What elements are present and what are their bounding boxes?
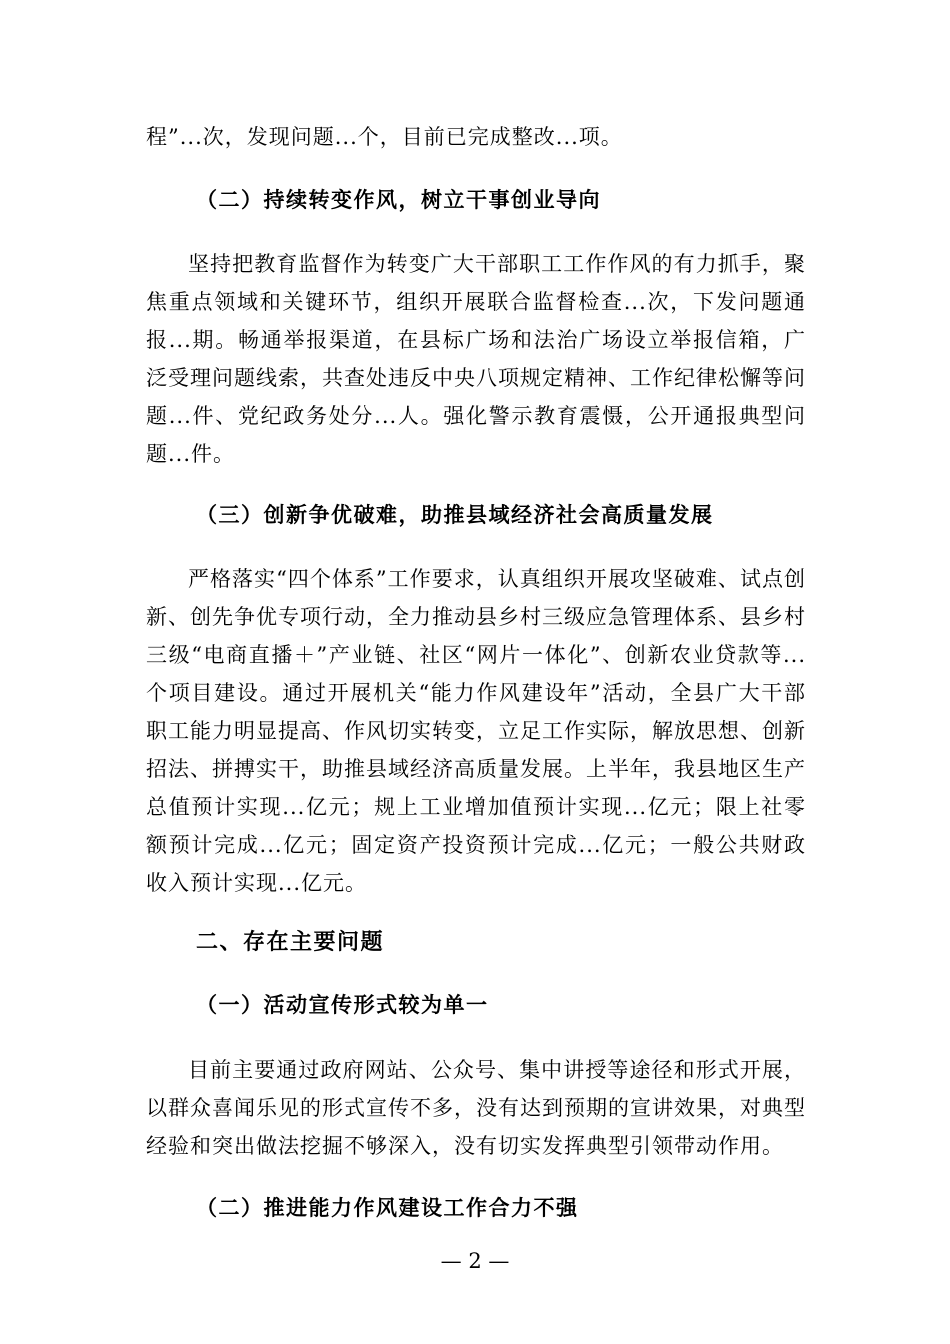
paragraph-section-4: 目前主要通过政府网站、公众号、集中讲授等途径和形式开展，以群众喜闻乐见的形式宣传不多，没有达到预期的宣讲效果，对典型经验和突出做法挖掘不够深入，没有切实发挥典型引领带动作用。 — [146, 1058, 806, 1158]
paragraph-continued: 程”...次，发现问题...个，目前已完成整改...项。 — [146, 125, 623, 149]
chapter-heading-2: 二、存在主要问题 — [196, 930, 385, 955]
section-heading-2: （二）持续转变作风，树立干事创业导向 — [196, 188, 601, 212]
paragraph-section-2: 坚持把教育监督作为转变广大干部职工工作作风的有力抓手，聚焦重点领域和关键环节，组织开展联合监督检查...次，下发问题通报...期。畅通举报渠道，在县标广场和法治广场设立举报信箱，广泛受理问题线索，共查处违反中央八项规定精神、工作纪律松懈等问题...件、党纪政务处分...人。强化警示教育震慑，公开通报典型问题...件。 — [146, 252, 806, 466]
paragraph-section-3: 严格落实“四个体系”工作要求，认真组织开展攻坚破难、试点创新、创先争优专项行动，全力推动县乡村三级应急管理体系、县乡村三级“电商直播＋”产业链、社区“网片一体化”、创新农业贷款等...个项目建设。通过开展机关“能力作风建设年”活动，全县广大干部职工能力明显提高、作风切实转变，立足工作实际，解放思想、创新招法、拼搏实干，助推县域经济高质量发展。上半年，我县地区生产总值预计实现...亿元；规上工业增加值预计实现...亿元；限上社零额预计完成...亿元；固定资产投资预计完成...亿元；一般公共财政收入预计实现...亿元。 — [146, 567, 806, 895]
section-heading-3: （三）创新争优破难，助推县域经济社会高质量发展 — [196, 503, 714, 527]
section-heading-5: （二）推进能力作风建设工作合力不强 — [196, 1196, 579, 1220]
section-heading-4: （一）活动宣传形式较为单一 — [196, 993, 489, 1017]
page-number: — 2 — — [440, 1249, 510, 1273]
